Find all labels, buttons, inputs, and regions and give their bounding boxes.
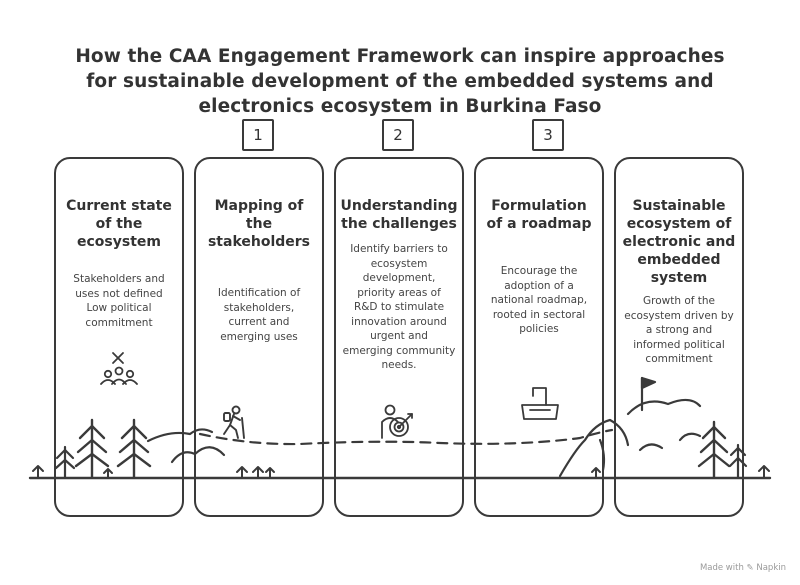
diagram-title-line-3: electronics ecosystem in Burkina Faso (198, 96, 602, 117)
card-description-line: stakeholders, (223, 301, 295, 314)
card-description-line: R&D to stimulate (353, 301, 445, 313)
card-title-line: ecosystem (77, 234, 161, 250)
card-description-line: priority areas of (357, 286, 441, 299)
card-description-line: innovation around (351, 315, 447, 328)
card-title-line: embedded (637, 252, 721, 268)
card-title-line: system (650, 270, 708, 286)
flag-icon (642, 378, 655, 410)
card-description-line: Growth of the (642, 295, 716, 307)
pine-tree-icon (699, 422, 729, 477)
step-marker-3: 3 (532, 119, 564, 151)
card-description-line: emerging community (342, 344, 456, 357)
hiker-icon (224, 407, 244, 439)
card-title-line: stakeholders (207, 234, 311, 250)
target-person-icon (382, 406, 412, 439)
card-description-line: uses not defined (75, 287, 163, 300)
card-title-line: Current state (66, 198, 172, 214)
pine-tree-icon (118, 420, 150, 477)
card-description-line: commitment (645, 353, 713, 365)
card-title-line: Mapping of (214, 198, 304, 214)
pine-tree-icon (76, 420, 108, 477)
card-description-line: a strong and (645, 324, 713, 336)
card-description-line: Identification of (217, 287, 301, 299)
small-tree-icon (56, 447, 74, 477)
card-description-line: adoption of a (504, 279, 574, 292)
card-title-line: the (245, 216, 273, 232)
grass-sprout-icon (592, 466, 769, 477)
footer-credit: Made with ✎ Napkin (699, 563, 786, 573)
card-title-line: the challenges (341, 216, 457, 232)
step-marker-1: 1 (242, 119, 274, 151)
card-description-line: rooted in sectoral (492, 308, 586, 321)
card-title-line: electronic and (622, 234, 736, 250)
grass-sprout-icon (33, 466, 274, 477)
card-title-line: of a roadmap (486, 216, 592, 232)
diagram-title-line-1: How the CAA Engagement Framework can inspire approaches (75, 46, 725, 67)
card-description-line: Stakeholders and (73, 273, 165, 285)
card-description-line: urgent and (370, 330, 428, 342)
card-title-line: of the (95, 216, 143, 232)
ballot-box-icon (522, 388, 558, 419)
card-description-line: Encourage the (500, 265, 578, 277)
card-description-line: needs. (381, 359, 417, 371)
step-marker-2: 2 (382, 119, 414, 151)
card-description-line: commitment (85, 316, 153, 329)
card-description-line: Identify barriers to (350, 243, 448, 255)
card-description-line: ecosystem (370, 257, 428, 270)
hills-icon (148, 429, 224, 462)
card-description-line: current and (228, 316, 290, 328)
small-tree-icon (730, 445, 746, 477)
card-description-line: emerging uses (220, 330, 298, 343)
card-description-line: informed political (633, 338, 725, 351)
card-description-line: national roadmap, (490, 294, 588, 306)
card-description-line: policies (519, 323, 559, 335)
card-description-line: development, (362, 272, 436, 284)
card-description-line: Low political (86, 302, 152, 314)
diagram-title-line-2: for sustainable development of the embedded systems and (86, 71, 714, 92)
card-title-line: Understanding (340, 198, 458, 214)
card-description-line: ecosystem driven by (624, 309, 734, 322)
card-title-line: Sustainable (632, 198, 726, 214)
people-cross-icon (101, 353, 137, 384)
card-title-line: ecosystem of (626, 216, 732, 232)
card-title-line: Formulation (491, 198, 587, 214)
